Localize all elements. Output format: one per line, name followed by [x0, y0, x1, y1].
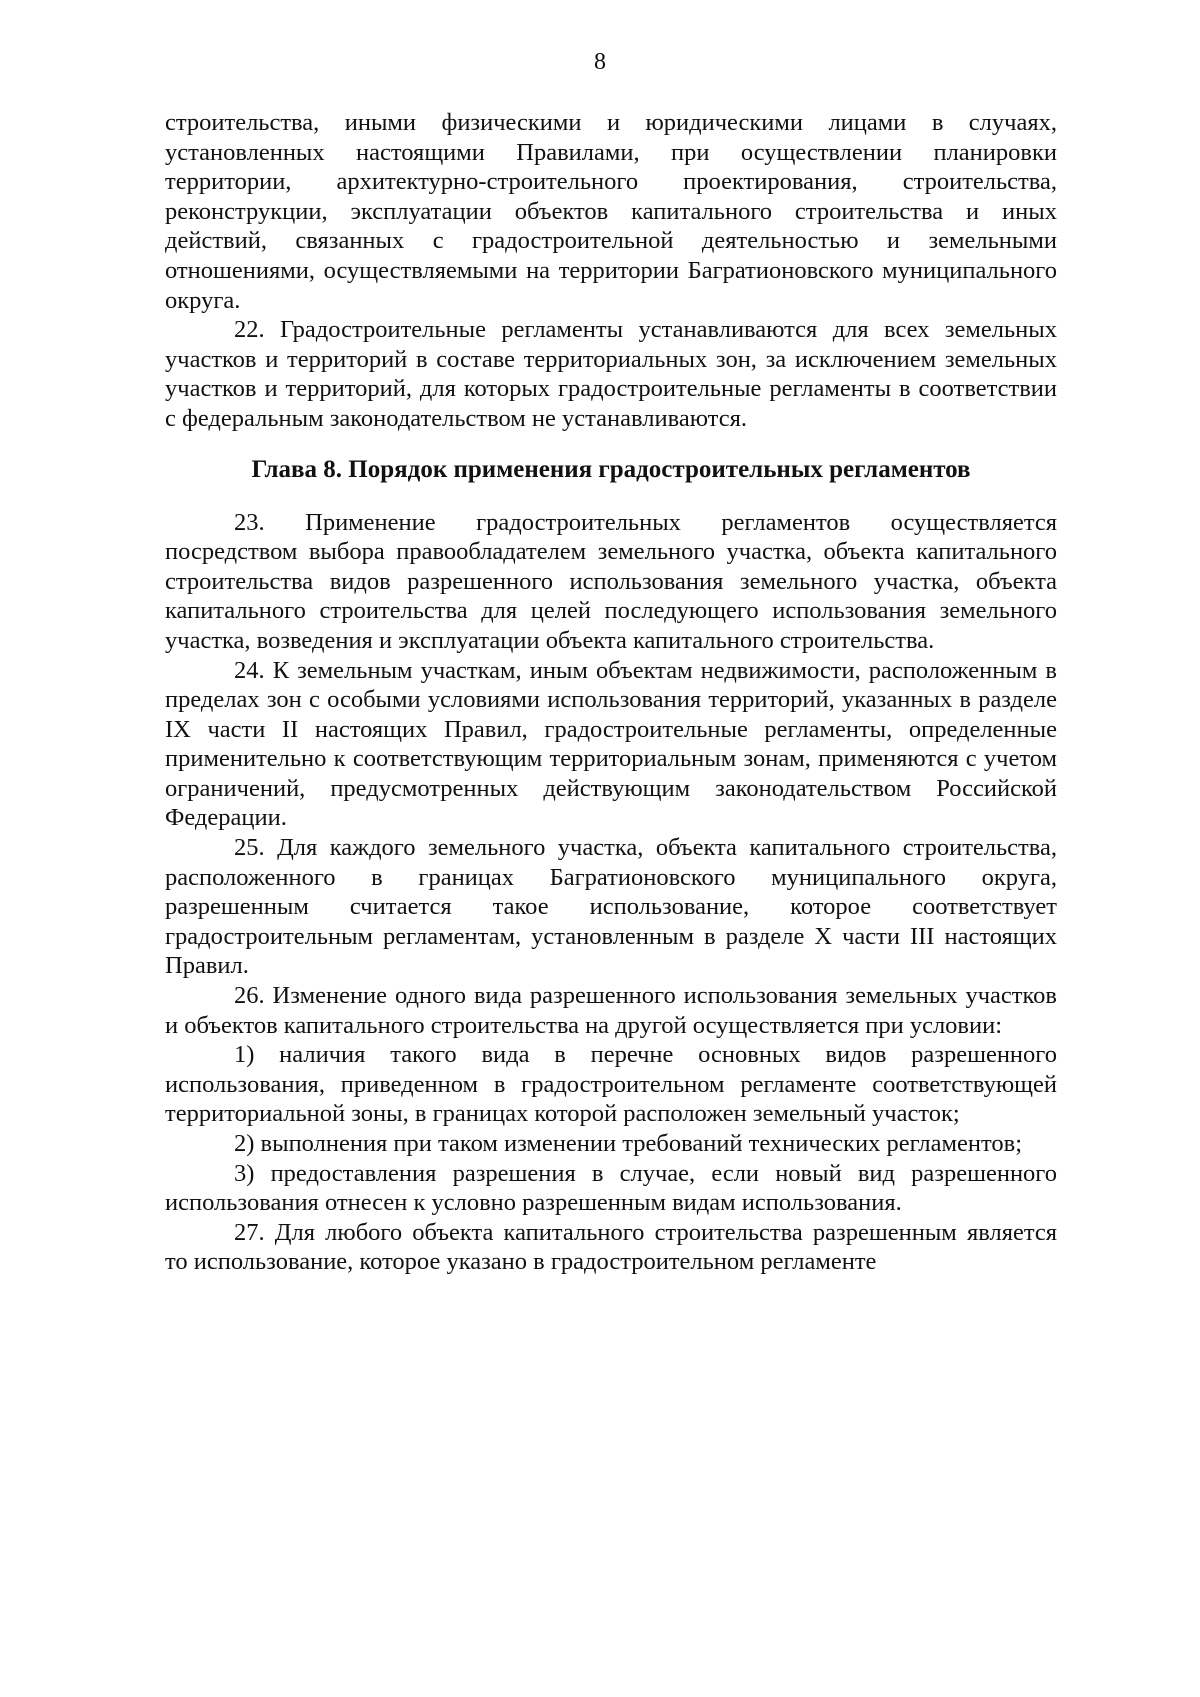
page-number: 8: [594, 49, 606, 75]
paragraph-26-item-2: 2) выполнения при таком изменении требований технических регламентов;: [234, 1130, 1022, 1157]
paragraph-24: 24. К земельным участкам, иным объектам недвижимости, расположенным в пределах зон с особыми условиями использования территорий, указанных в разделе IX части II настоящих Правил, градостроительные регламенты, определенные применительно к соответствующим территориальным зонам, применяются с учетом ограничений, предусмотренных действующим законодательством Российской Федерации.: [165, 656, 1057, 832]
chapter-heading: Глава 8. Порядок применения градостроительных регламентов: [251, 455, 971, 483]
paragraph-23: 23. Применение градостроительных регламентов осуществляется посредством выбора правообладателем земельного участка, объекта капитального строительства видов разрешенного использования земельного участка, объекта капитального строительства для целей последующего использования земельного участка, возведения и эксплуатации объекта капитального строительства.: [165, 508, 1057, 654]
paragraph-27: 27. Для любого объекта капитального строительства разрешенным является то использование, которое указано в градостроительном регламенте: [165, 1218, 1057, 1276]
paragraph-22: 22. Градостроительные регламенты устанавливаются для всех земельных участков и территорий в составе территориальных зон, за исключением земельных участков и территорий, для которых градостроительные регламенты в соответствии с федеральным законодательством не устанавливаются.: [165, 316, 1057, 432]
paragraph-25: 25. Для каждого земельного участка, объекта капитального строительства, расположенного в границах Багратионовского муниципального округа, разрешенным считается такое использование, которое соответствует градостроительным регламентам, установленным в разделе X части III настоящих Правил.: [165, 834, 1057, 980]
page-content: [165, 108, 1057, 1277]
paragraph-continuation: строительства, иными физическими и юридическими лицами в случаях, установленных настоящими Правилами, при осуществлении планировки территории, архитектурно-строительного проектирования, строительства, реконструкции, эксплуатации объектов капитального строительства и иных действий, связанных с градостроительной деятельностью и земельными отношениями, осуществляемыми на территории Багратионовского муниципального округа.: [165, 109, 1057, 314]
paragraph-26-item-1: 1) наличия такого вида в перечне основных видов разрешенного использования, приведенном в градостроительном регламенте соответствующей территориальной зоны, в границах которой расположен земельный участок;: [165, 1041, 1057, 1128]
paragraph-26: 26. Изменение одного вида разрешенного использования земельных участков и объектов капитального строительства на другой осуществляется при условии:: [165, 982, 1057, 1039]
paragraph-26-item-3: 3) предоставления разрешения в случае, если новый вид разрешенного использования отнесен к условно разрешенным видам использования.: [165, 1159, 1057, 1217]
